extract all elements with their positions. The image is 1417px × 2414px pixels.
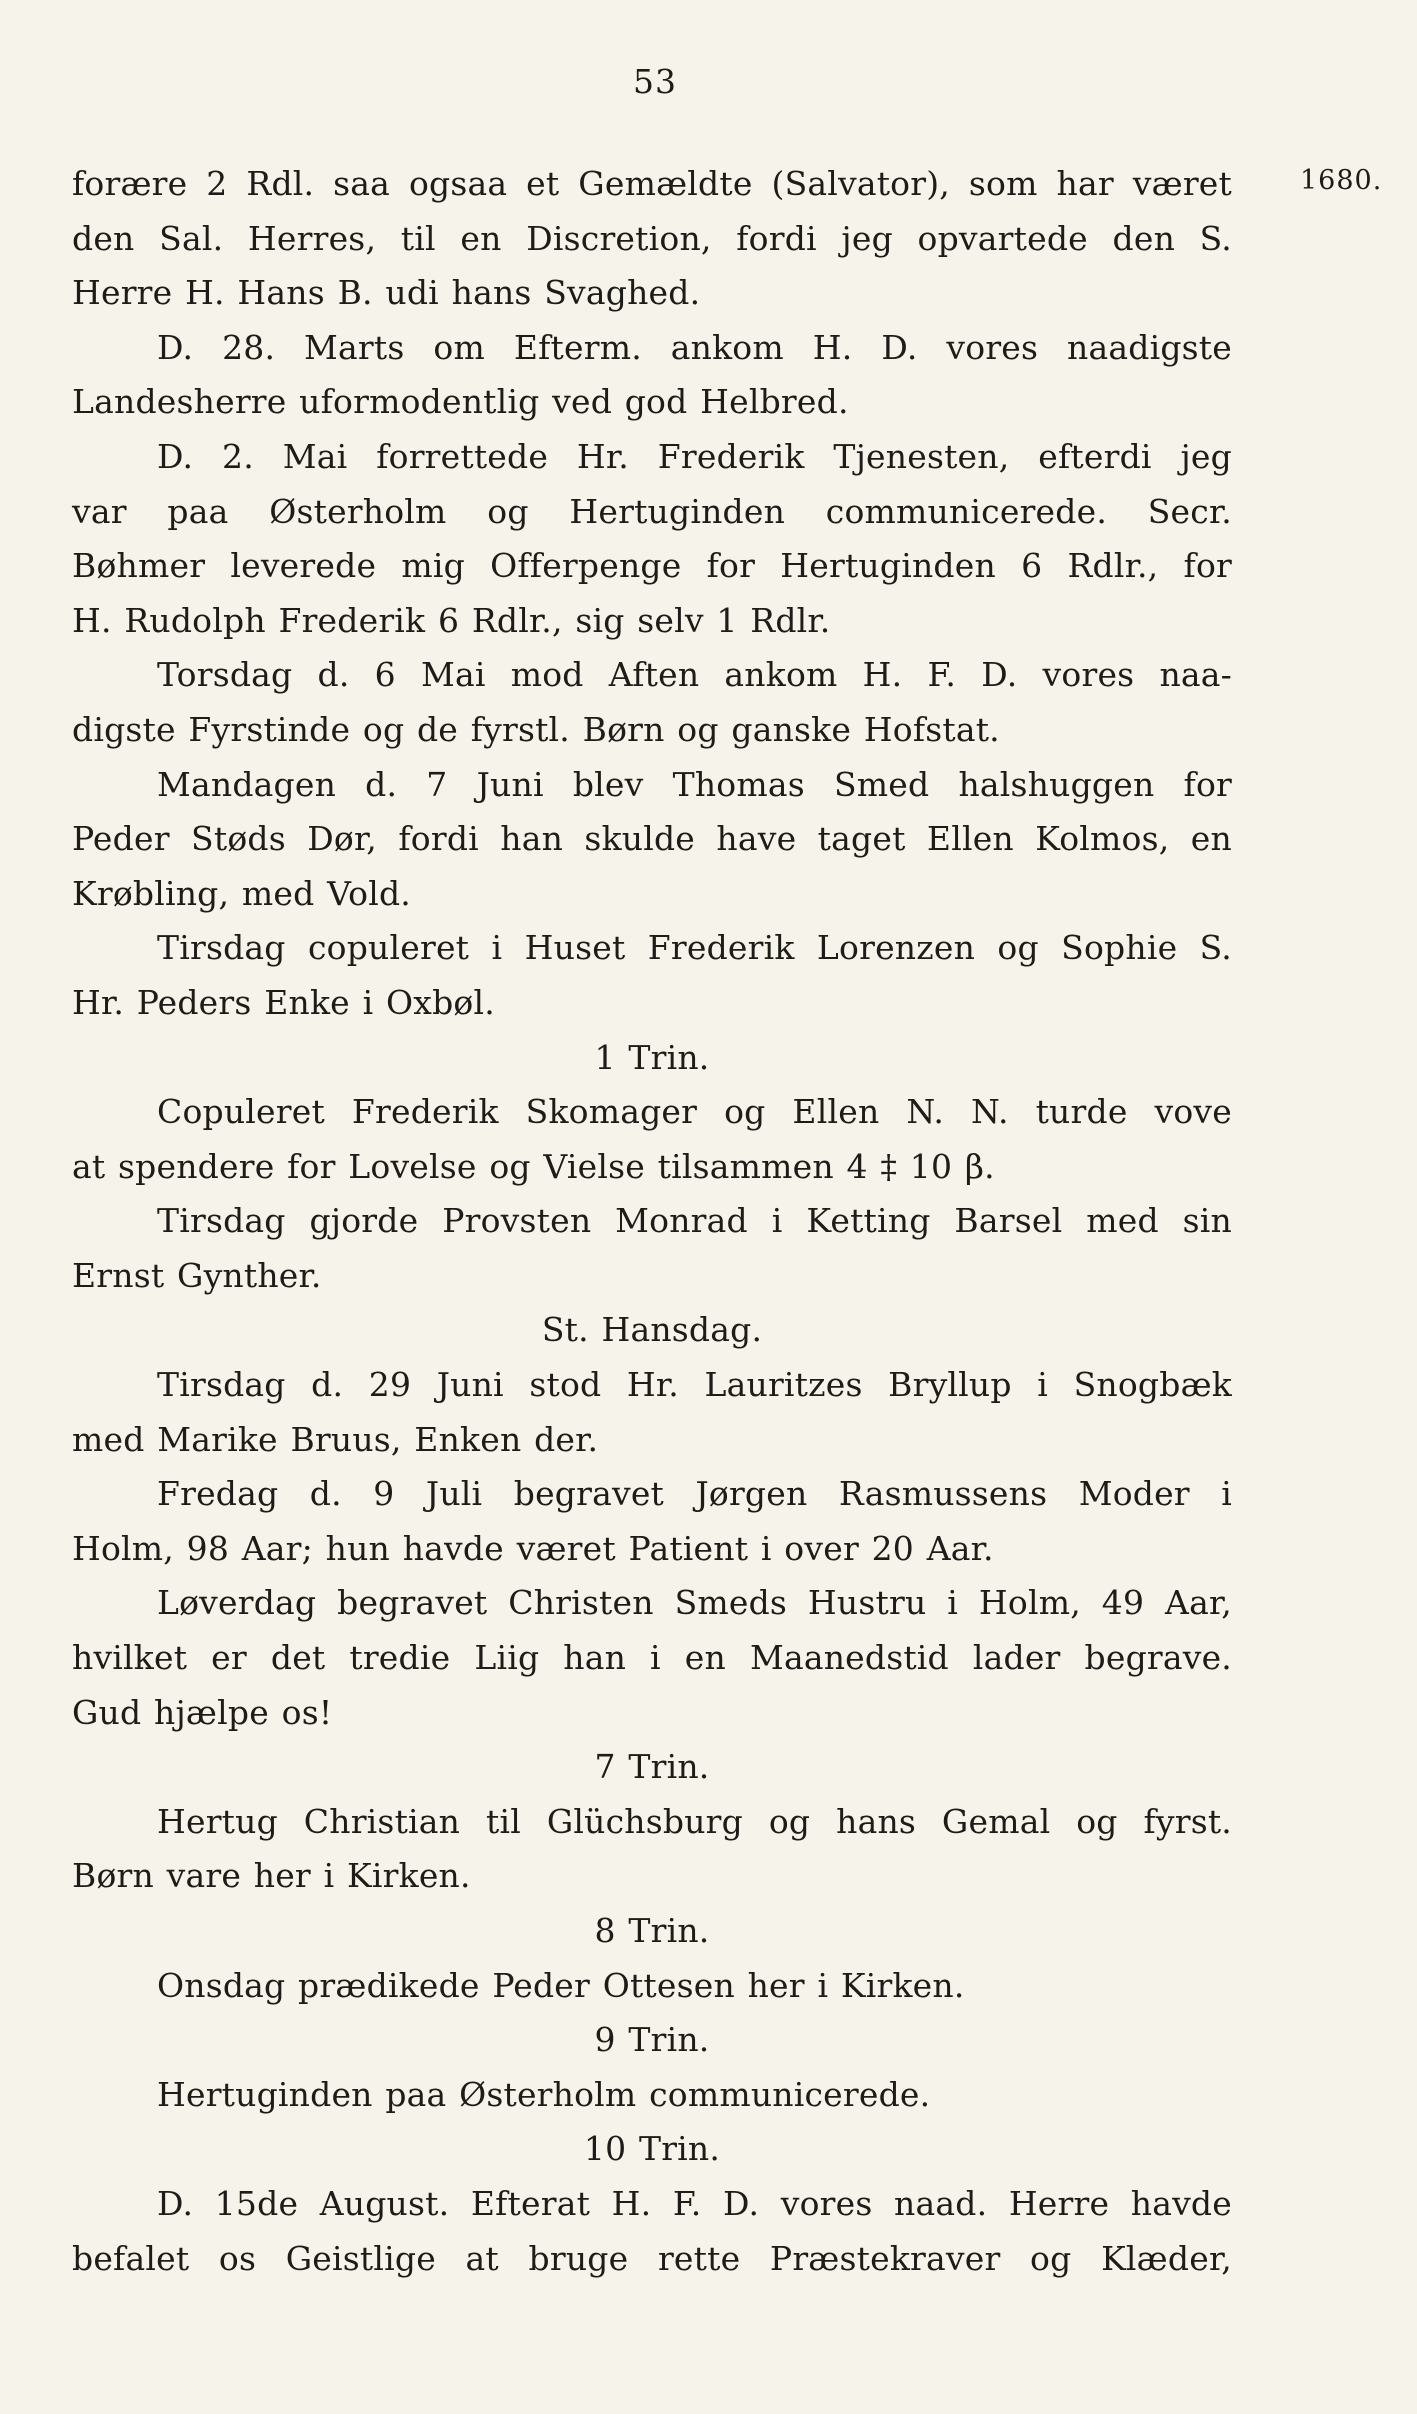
page-number: 53 [633,62,677,101]
text-line: D. 15de August. Efterat H. F. D. vores naad. Herre havde [157,2183,1232,2223]
body-text [72,157,1232,2286]
text-line: Landesherre uformodentlig ved god Helbred. [72,382,849,422]
text-line: D. 28. Marts om Efterm. ankom H. D. vores naadigste [157,327,1232,367]
text-line: at spendere for Lovelse og Vielse tilsammen 4 ‡ 10 β. [72,1146,995,1186]
text-line: Herre H. Hans B. udi hans Svaghed. [72,273,701,313]
section-heading: 10 Trin. [583,2129,721,2169]
text-line: med Marike Bruus, Enken der. [72,1419,599,1459]
text-line: Tirsdag d. 29 Juni stod Hr. Lauritzes Bryllup i Snogbæk [157,1365,1232,1405]
text-line: Hr. Peders Enke i Oxbøl. [72,982,495,1022]
section-heading: 9 Trin. [594,2020,710,2060]
text-line: Mandagen d. 7 Juni blev Thomas Smed halshuggen for [157,764,1232,804]
text-line: Peder Støds Dør, fordi han skulde have taget Ellen Kolmos, en [72,819,1232,859]
text-line: digste Fyrstinde og de fyrstl. Børn og ganske Hofstat. [72,709,1000,749]
section-heading: 1 Trin. [594,1037,710,1077]
text-line: Gud hjælpe os! [72,1692,333,1732]
text-line: forære 2 Rdl. saa ogsaa et Gemældte (Salvator), som har været [72,164,1232,203]
text-line: Tirsdag gjorde Provsten Monrad i Ketting Barsel med sin [157,1201,1232,1241]
text-line: hvilket er det tredie Liig han i en Maanedstid lader begrave. [72,1638,1232,1678]
text-line: Hertug Christian til Glüchsburg og hans Gemal og fyrst. [157,1801,1232,1841]
text-line: Løverdag begravet Christen Smeds Hustru i Holm, 49 Aar, [157,1583,1232,1623]
text-line: Tirsdag copuleret i Huset Frederik Lorenzen og Sophie S. [157,928,1232,968]
text-line: Torsdag d. 6 Mai mod Aften ankom H. F. D. vores naa- [157,655,1232,695]
text-line: Fredag d. 9 Juli begravet Jørgen Rasmussens Moder i [157,1474,1232,1514]
text-line: D. 2. Mai forrettede Hr. Frederik Tjenesten, efterdi jeg [157,436,1232,476]
text-line: Hertuginden paa Østerholm communicerede. [157,2074,931,2114]
section-heading: St. Hansdag. [541,1310,763,1350]
text-line: Holm, 98 Aar; hun havde været Patient i over 20 Aar. [72,1528,994,1568]
text-line: befalet os Geistlige at bruge rette Præstekraver og Klæder, [72,2238,1232,2278]
text-line: H. Rudolph Frederik 6 Rdlr., sig selv 1 Rdlr. [72,600,831,640]
text-line: Copuleret Frederik Skomager og Ellen N. N. turde vove [157,1092,1232,1132]
text-line: var paa Østerholm og Hertuginden communicerede. Secr. [72,491,1232,531]
margin-year: 1680. [1300,165,1383,196]
text-line: Ernst Gynther. [72,1255,322,1295]
section-heading: 8 Trin. [594,1911,710,1950]
text-line: Børn vare her i Kirken. [72,1856,471,1896]
section-heading: 7 Trin. [594,1747,710,1787]
text-line: Krøbling, med Vold. [72,873,411,913]
text-line: Bøhmer leverede mig Offerpenge for Hertuginden 6 Rdlr., for [72,546,1232,586]
text-line: den Sal. Herres, til en Discretion, fordi jeg opvartede den S. [72,218,1232,258]
text-line: Onsdag prædikede Peder Ottesen her i Kirken. [157,1965,965,2005]
